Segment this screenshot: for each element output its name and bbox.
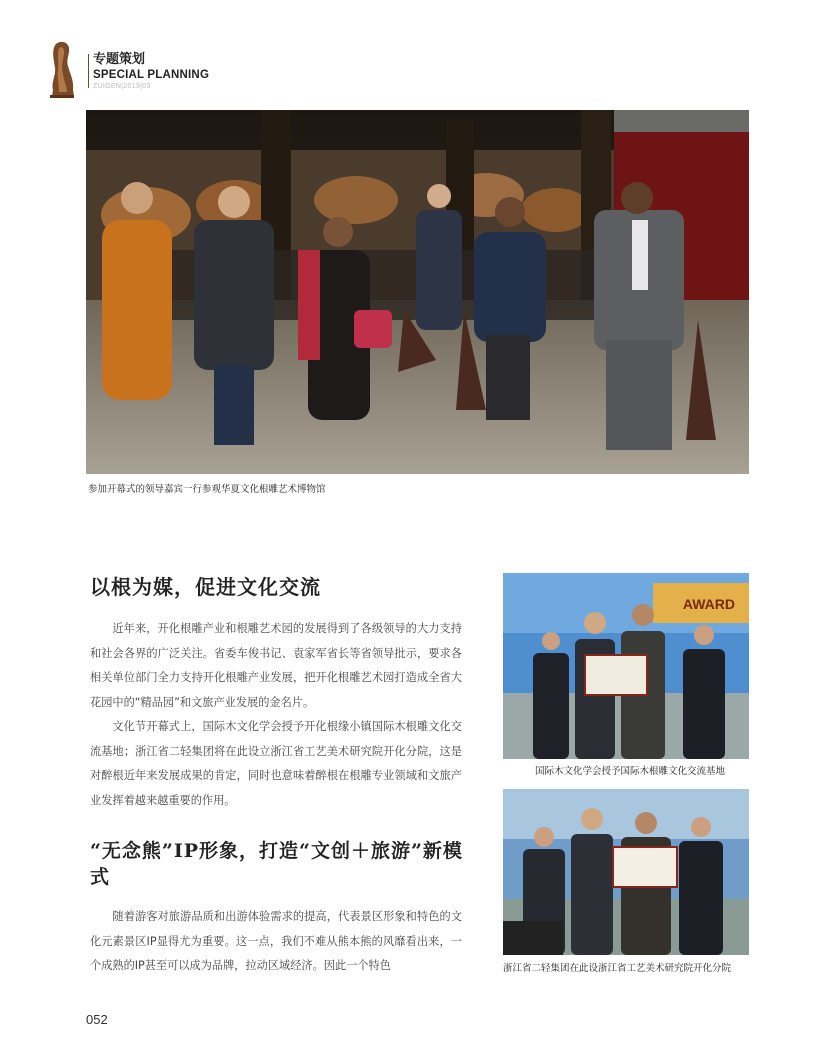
section1-paragraph-1: 近年来，开化根雕产业和根雕艺术园的发展得到了各级领导的大力支持和社会各界的广泛关注。省委车俊书记、袁家军省长等省领导批示，要求各相关单位部门全力支持开化根雕产业发展，把开化根雕艺术园打造成全省大花园中的“精品园”和文旅产业发展的金名片。 xyxy=(90,622,462,709)
museum-visit-photo xyxy=(86,110,749,474)
banner-text: AWARD xyxy=(682,596,735,612)
section-title-cn: 专题策划 xyxy=(93,52,146,67)
page-number: 052 xyxy=(86,1012,108,1027)
branch-institute-photo xyxy=(503,789,749,955)
section-title-en: SPECIAL PLANNING xyxy=(93,69,210,81)
side-photo-a-caption: 国际木文化学会授予国际木根雕文化交流基地 xyxy=(535,766,726,777)
main-photo-caption: 参加开幕式的领导嘉宾一行参观华夏文化根雕艺术博物馆 xyxy=(88,484,326,495)
side-photo-b-caption: 浙江省二轻集团在此设浙江省工艺美术研究院开化分院 xyxy=(503,963,732,974)
section1-heading: 以根为媒，促进文化交流 xyxy=(90,575,321,599)
issue-label: ZUIGEN|2019|03 xyxy=(93,83,151,90)
section2-heading: “无念熊”IP形象，打造“文创＋旅游”新模式 xyxy=(90,840,463,888)
section2-paragraph-1: 随着游客对旅游品质和出游体验需求的提高，代表景区形象和特色的文化元素景区IP显得尤为重要。这一点，我们不难从熊本熊的风靡看出来，一个成熟的IP甚至可以成为品牌，拉动区域经济。因此一个特色 xyxy=(90,910,462,973)
award-ceremony-photo xyxy=(503,573,749,759)
root-sculpture-logo xyxy=(47,40,77,100)
section1-paragraph-2: 文化节开幕式上，国际木文化学会授予开化根缘小镇国际木根雕文化交流基地；浙江省二轻集团将在此设立浙江省工艺美术研究院开化分院，这是对醉根近年来发展成果的肯定，同时也意味着醉根在根雕专业领域和文旅产业发挥着越来越重要的作用。 xyxy=(90,720,462,807)
header-divider xyxy=(88,54,89,88)
